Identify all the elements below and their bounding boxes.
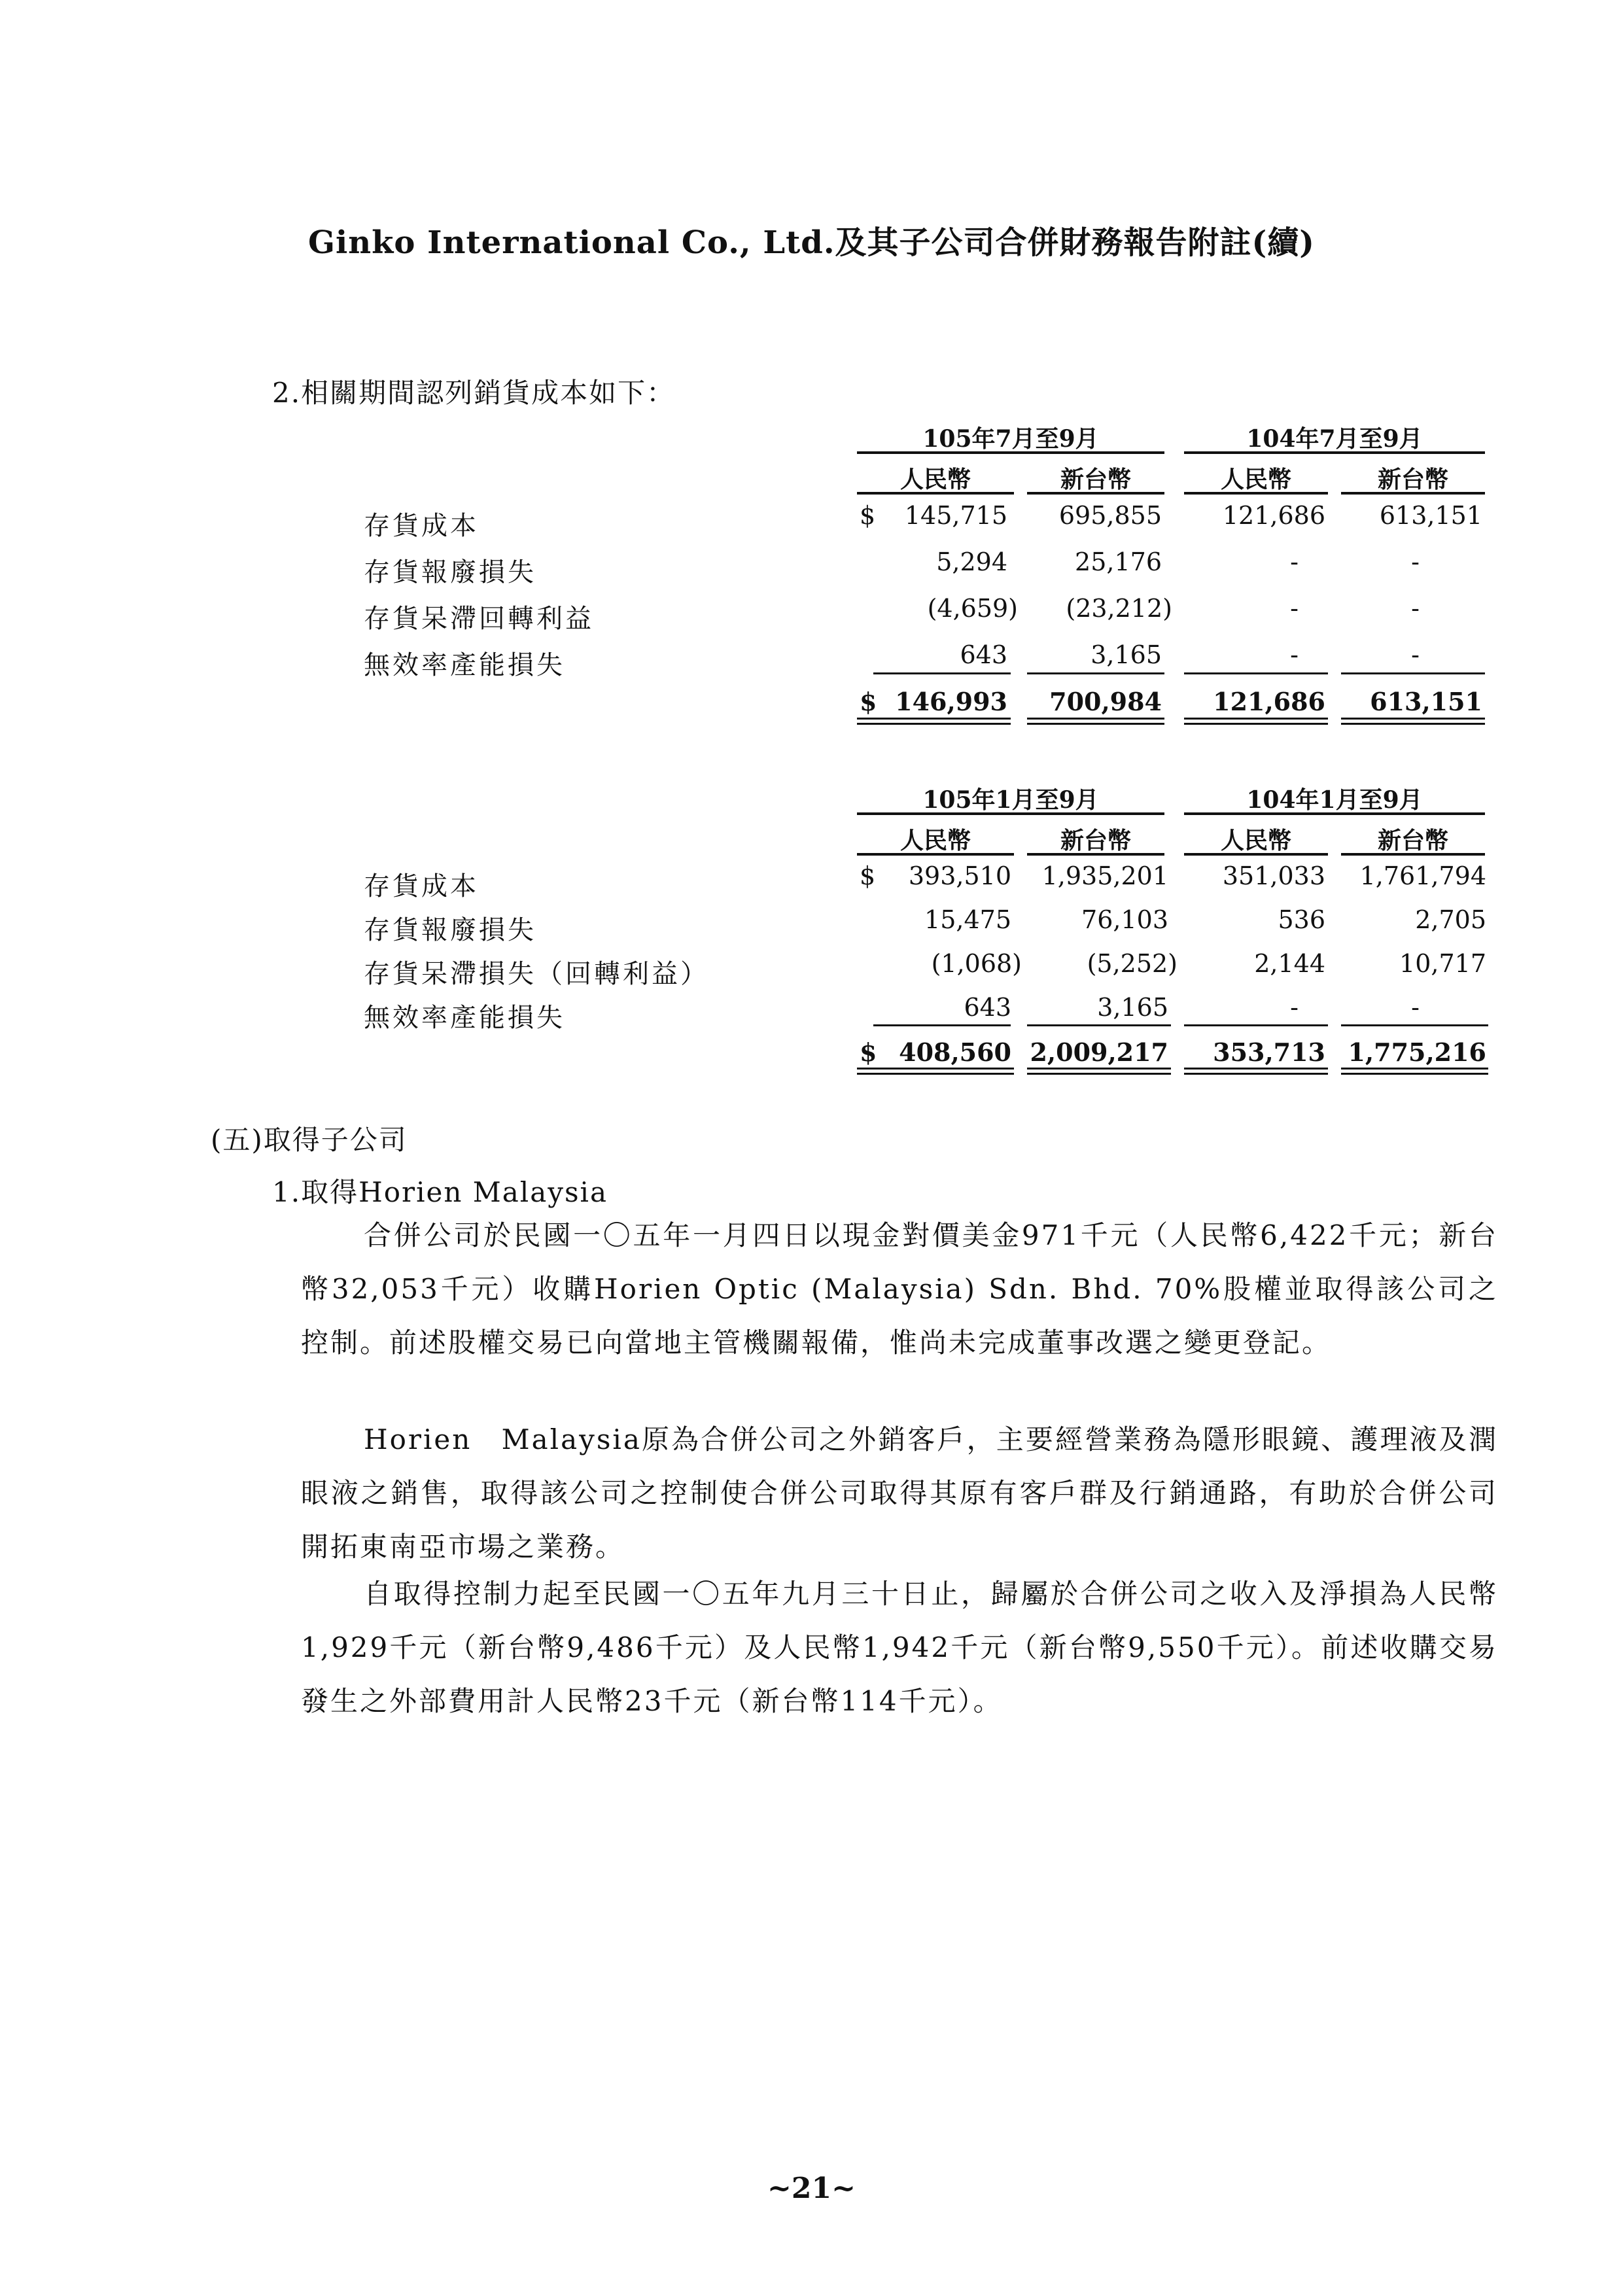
- col-header-rmb-b: 人民幣: [1220, 466, 1291, 493]
- cell-value: 1,935,201: [1041, 861, 1168, 890]
- total-value: 121,686: [1213, 687, 1325, 716]
- col-underline: [1341, 492, 1485, 495]
- col-underline: [857, 492, 1014, 495]
- subtotal-underline: [1184, 1024, 1328, 1026]
- cell-value: 643: [960, 640, 1007, 669]
- cell-value: -: [1290, 548, 1299, 576]
- cell-value: -: [1411, 640, 1420, 669]
- row-label: 存貨報廢損失: [364, 557, 536, 587]
- dollar-sign: $: [860, 687, 877, 716]
- total-value: 2,009,217: [1030, 1037, 1168, 1067]
- section-2-heading: 2.相關期間認列銷貨成本如下：: [272, 377, 676, 409]
- col-underline: [1027, 492, 1164, 495]
- period-header-a: 105年1月至9月: [922, 786, 1099, 814]
- col-header-rmb-a: 人民幣: [899, 827, 971, 854]
- cell-value: 25,176: [1075, 548, 1162, 576]
- cell-value: 145,715: [904, 501, 1007, 530]
- cell-value: 351,033: [1222, 861, 1325, 890]
- page-title: Ginko International Co., Ltd.及其子公司合併財務報告附註(續): [308, 224, 1315, 261]
- total-value: 700,984: [1049, 687, 1162, 716]
- cell-value: (23,212): [1066, 594, 1172, 623]
- col-underline: [1184, 492, 1328, 495]
- cell-value: 5,294: [936, 548, 1007, 576]
- period-underline-b: [1184, 451, 1485, 454]
- cell-value: 2,144: [1254, 949, 1325, 978]
- cell-value: 2,705: [1415, 905, 1486, 934]
- page-number: ~21~: [767, 2172, 856, 2205]
- cell-value: 695,855: [1058, 501, 1162, 530]
- subtotal-underline: [1027, 1024, 1171, 1026]
- total-double-underline: [1341, 1068, 1488, 1075]
- col-header-ntd-a: 新台幣: [1060, 827, 1131, 854]
- subtotal-underline: [1184, 672, 1328, 674]
- cell-value: 3,165: [1091, 640, 1162, 669]
- cell-value: -: [1411, 594, 1420, 623]
- total-value: 353,713: [1213, 1037, 1325, 1067]
- cell-value: 536: [1278, 905, 1325, 934]
- col-header-ntd-b: 新台幣: [1377, 466, 1448, 493]
- dollar-sign: $: [860, 1037, 877, 1067]
- paragraph-business: Horien Malaysia原為合併公司之外銷客戶，主要經營業務為隱形眼鏡、護理液及潤眼液之銷售，取得該公司之控制使合併公司取得其原有客戶群及行銷通路，有助於合併公司開拓東南亞市場之業務。: [301, 1423, 1498, 1563]
- cell-value: 613,151: [1379, 501, 1482, 530]
- cell-value: 10,717: [1399, 949, 1486, 978]
- row-label: 存貨呆滯損失（回轉利益）: [364, 959, 709, 989]
- total-double-underline: [1184, 1068, 1328, 1075]
- col-underline: [1027, 853, 1164, 856]
- total-double-underline: [1184, 718, 1328, 725]
- cell-value: 1,761,794: [1359, 861, 1486, 890]
- cell-value: (4,659): [927, 594, 1018, 623]
- row-label: 無效率產能損失: [364, 1003, 565, 1033]
- col-header-ntd-b: 新台幣: [1377, 827, 1448, 854]
- col-underline: [1184, 853, 1328, 856]
- cell-value: -: [1290, 993, 1299, 1022]
- paragraph-acquisition: 合併公司於民國一〇五年一月四日以現金對價美金971千元（人民幣6,422千元；新台幣32,053千元）收購Horien Optic (Malaysia) Sdn. Bhd. 70%股權並取得該公司之控制。前述股權交易已向當地主管機關報備，惟尚未完成董事改選之變更登記。: [301, 1219, 1498, 1359]
- col-underline: [857, 853, 1014, 856]
- total-double-underline: [1027, 1068, 1171, 1075]
- col-header-ntd-a: 新台幣: [1060, 466, 1131, 493]
- dollar-sign: $: [860, 501, 876, 530]
- paragraph-results: 自取得控制力起至民國一〇五年九月三十日止，歸屬於合併公司之收入及淨損為人民幣1,929千元（新台幣9,486千元）及人民幣1,942千元（新台幣9,550千元）。前述收購交易發生之外部費用計人民幣23千元（新台幣114千元）。: [301, 1578, 1498, 1717]
- cell-value: 643: [964, 993, 1011, 1022]
- section-5-heading: (五)取得子公司: [211, 1124, 408, 1156]
- total-value: 408,560: [899, 1037, 1011, 1067]
- cell-value: -: [1411, 993, 1420, 1022]
- row-label: 存貨成本: [364, 871, 479, 901]
- subtotal-underline: [1027, 672, 1164, 674]
- row-label: 無效率產能損失: [364, 650, 565, 680]
- period-header-b: 104年1月至9月: [1246, 786, 1423, 814]
- cell-value: (1,068): [931, 949, 1022, 978]
- total-double-underline: [1341, 718, 1485, 725]
- cell-value: -: [1411, 548, 1420, 576]
- subtotal-underline: [1341, 1024, 1488, 1026]
- period-underline-a: [857, 812, 1164, 815]
- subsection-1-heading: 1.取得Horien Malaysia: [272, 1176, 608, 1208]
- subtotal-underline: [873, 672, 1011, 674]
- period-underline-b: [1184, 812, 1485, 815]
- row-label: 存貨呆滯回轉利益: [364, 604, 594, 634]
- cell-value: -: [1290, 594, 1299, 623]
- total-double-underline: [1027, 718, 1164, 725]
- dollar-sign: $: [860, 861, 876, 890]
- cell-value: 121,686: [1222, 501, 1325, 530]
- cell-value: -: [1290, 640, 1299, 669]
- cell-value: 76,103: [1081, 905, 1168, 934]
- col-header-rmb-b: 人民幣: [1220, 827, 1291, 854]
- total-value: 1,775,216: [1348, 1037, 1486, 1067]
- period-header-a: 105年7月至9月: [922, 425, 1099, 453]
- cell-value: 15,475: [924, 905, 1011, 934]
- cell-value: (5,252): [1087, 949, 1178, 978]
- total-value: 613,151: [1370, 687, 1482, 716]
- period-header-b: 104年7月至9月: [1246, 425, 1423, 453]
- col-header-rmb-a: 人民幣: [899, 466, 971, 493]
- subtotal-underline: [873, 1024, 1011, 1026]
- row-label: 存貨報廢損失: [364, 915, 536, 945]
- subtotal-underline: [1341, 672, 1485, 674]
- total-double-underline: [857, 718, 1011, 725]
- row-label: 存貨成本: [364, 511, 479, 541]
- total-value: 146,993: [895, 687, 1007, 716]
- col-underline: [1341, 853, 1485, 856]
- period-underline-a: [857, 451, 1164, 454]
- cell-value: 393,510: [908, 861, 1011, 890]
- total-double-underline: [857, 1068, 1014, 1075]
- cell-value: 3,165: [1097, 993, 1168, 1022]
